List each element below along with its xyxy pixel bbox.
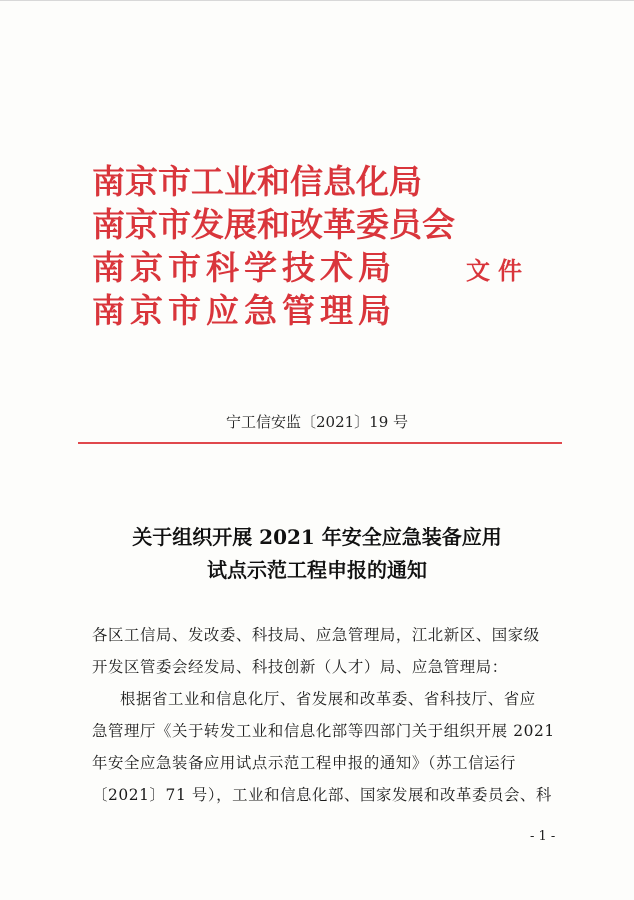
org-line-development-commission: 南京市发展和改革委员会 [92, 205, 455, 244]
body-line-paragraph-2: 急管理厅《关于转发工业和信息化部等四部门关于组织开展 2021 [92, 722, 555, 740]
org-line-industry-bureau: 南京市工业和信息化局 [92, 162, 422, 201]
body-line-addressees-2: 开发区管委会经发局、科技创新（人才）局、应急管理局： [92, 658, 508, 676]
body-line-addressees-1: 各区工信局、发改委、科技局、应急管理局，江北新区、国家级 [92, 626, 540, 644]
org-line-emergency-bureau: 南京市应急管理局 [92, 291, 396, 330]
page-number: - 1 - [530, 829, 556, 844]
issuing-organizations [92, 161, 472, 333]
document-number: 宁工信安监〔2021〕19 号 [225, 413, 409, 431]
document-suffix: 文件 [466, 256, 530, 285]
notice-title-line-1: 关于组织开展 2021 年安全应急装备应用 [132, 525, 502, 549]
red-divider [78, 442, 562, 444]
body-line-paragraph-3: 年安全应急装备应用试点示范工程申报的通知》（苏工信运行 [92, 754, 517, 772]
body-line-paragraph-1: 根据省工业和信息化厅、省发展和改革委、省科技厅、省应 [120, 690, 536, 708]
org-line-science-bureau: 南京市科学技术局 [92, 248, 396, 287]
body-line-paragraph-4: 〔2021〕71 号），工业和信息化部、国家发展和改革委员会、科 [92, 786, 552, 804]
notice-title-line-2: 试点示范工程申报的通知 [207, 558, 427, 582]
